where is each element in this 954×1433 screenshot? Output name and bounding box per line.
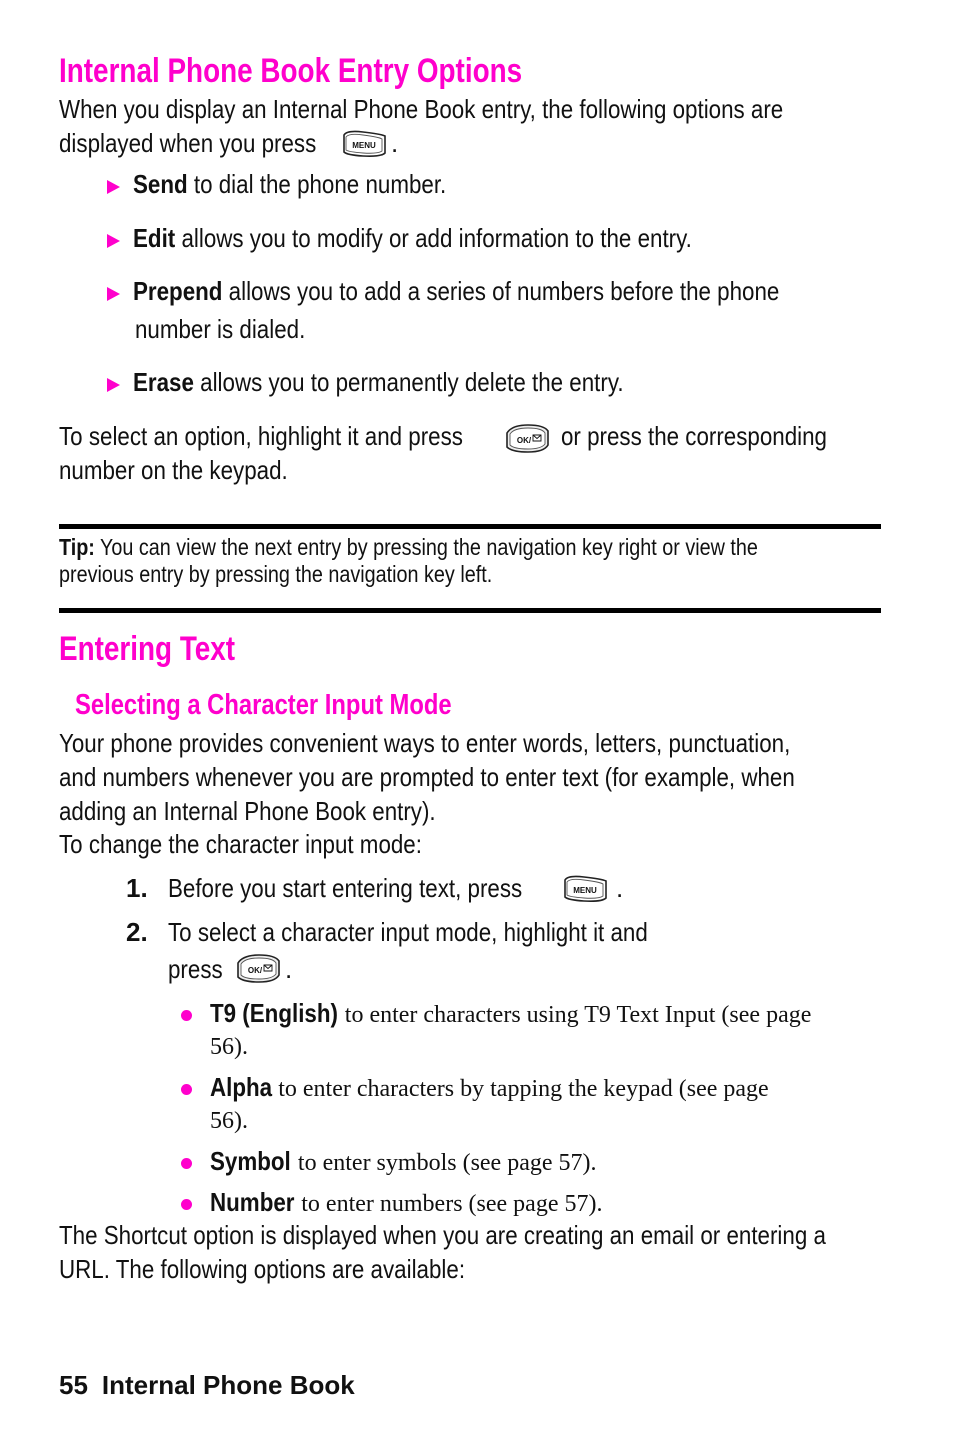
mode-number: Number to enter numbers (see page 57).: [210, 1187, 603, 1217]
dot-bullet-icon: [181, 1158, 192, 1169]
intro-line-2: displayed when you press: [59, 128, 317, 158]
subsection-title-input-mode: Selecting a Character Input Mode: [75, 689, 452, 721]
dot-bullet-icon: [181, 1199, 192, 1210]
tip-top-rule: [59, 524, 881, 529]
ok-key-icon: [504, 421, 550, 453]
step-2-text-line-2: press: [168, 954, 223, 984]
footer: [59, 1370, 355, 1401]
step-1-text: Before you start entering text, press: [168, 873, 523, 903]
para-line-2: and numbers whenever you are prompted to enter text (for example, when: [59, 762, 795, 792]
option-edit: Edit allows you to modify or add information to the entry.: [133, 223, 692, 253]
option-prepend: Prepend allows you to add a series of numbers before the phone: [133, 276, 780, 306]
option-send: Send to dial the phone number.: [133, 169, 447, 199]
mode-symbol: Symbol to enter symbols (see page 57).: [210, 1146, 597, 1176]
page-number: 55: [59, 1370, 88, 1400]
dot-bullet-icon: [181, 1010, 192, 1021]
step-2-end: .: [285, 954, 293, 984]
svg-text:MENU: MENU: [352, 141, 376, 150]
tip-line-1: Tip: You can view the next entry by pressing the navigation key right or view the: [59, 534, 758, 560]
ok-key-icon: [235, 951, 281, 983]
step-2-text: To select a character input mode, highlight it and: [168, 917, 648, 947]
change-mode-line: To change the character input mode:: [59, 829, 422, 859]
section-title-entering-text: Entering Text: [59, 630, 236, 668]
option-erase: Erase allows you to permanently delete the entry.: [133, 367, 624, 397]
mode-t9: T9 (English) to enter characters using T9 Text Input (see page: [210, 998, 812, 1028]
para-line-1: Your phone provides convenient ways to enter words, letters, punctuation,: [59, 728, 791, 758]
select-line-1-start: To select an option, highlight it and press: [59, 421, 463, 451]
svg-text:MENU: MENU: [573, 886, 597, 895]
arrow-bullet-icon: [107, 180, 120, 194]
shortcut-line-1: The Shortcut option is displayed when you are creating an email or entering a: [59, 1220, 826, 1250]
footer-section-name: Internal Phone Book: [101, 1370, 355, 1400]
select-line-1-end: or press the corresponding: [561, 421, 827, 451]
para-line-3: adding an Internal Phone Book entry).: [59, 796, 436, 826]
step-1-number: 1.: [126, 873, 148, 903]
arrow-bullet-icon: [107, 287, 120, 301]
dot-bullet-icon: [181, 1084, 192, 1095]
arrow-bullet-icon: [107, 234, 120, 248]
intro-line-1: When you display an Internal Phone Book entry, the following options are: [59, 94, 784, 124]
step-1-end: .: [616, 873, 624, 903]
tip-bottom-rule: [59, 608, 881, 613]
arrow-bullet-icon: [107, 378, 120, 392]
mode-t9-line-2: 56).: [210, 1034, 248, 1060]
menu-key-icon: [562, 872, 608, 904]
svg-text:OK/: OK/: [247, 966, 263, 975]
svg-text:OK/: OK/: [516, 436, 532, 445]
menu-key-icon: [341, 127, 387, 159]
select-line-2: number on the keypad.: [59, 455, 288, 485]
section-title-entry-options: Internal Phone Book Entry Options: [59, 52, 523, 90]
tip-line-2: previous entry by pressing the navigation key left.: [59, 561, 493, 587]
step-2-number: 2.: [126, 917, 148, 947]
mode-alpha: Alpha to enter characters by tapping the keypad (see page: [210, 1072, 769, 1102]
mode-alpha-line-2: 56).: [210, 1108, 248, 1134]
option-prepend-line-2: number is dialed.: [135, 314, 306, 344]
intro-line-2-end: .: [391, 128, 399, 158]
shortcut-line-2: URL. The following options are available:: [59, 1254, 466, 1284]
